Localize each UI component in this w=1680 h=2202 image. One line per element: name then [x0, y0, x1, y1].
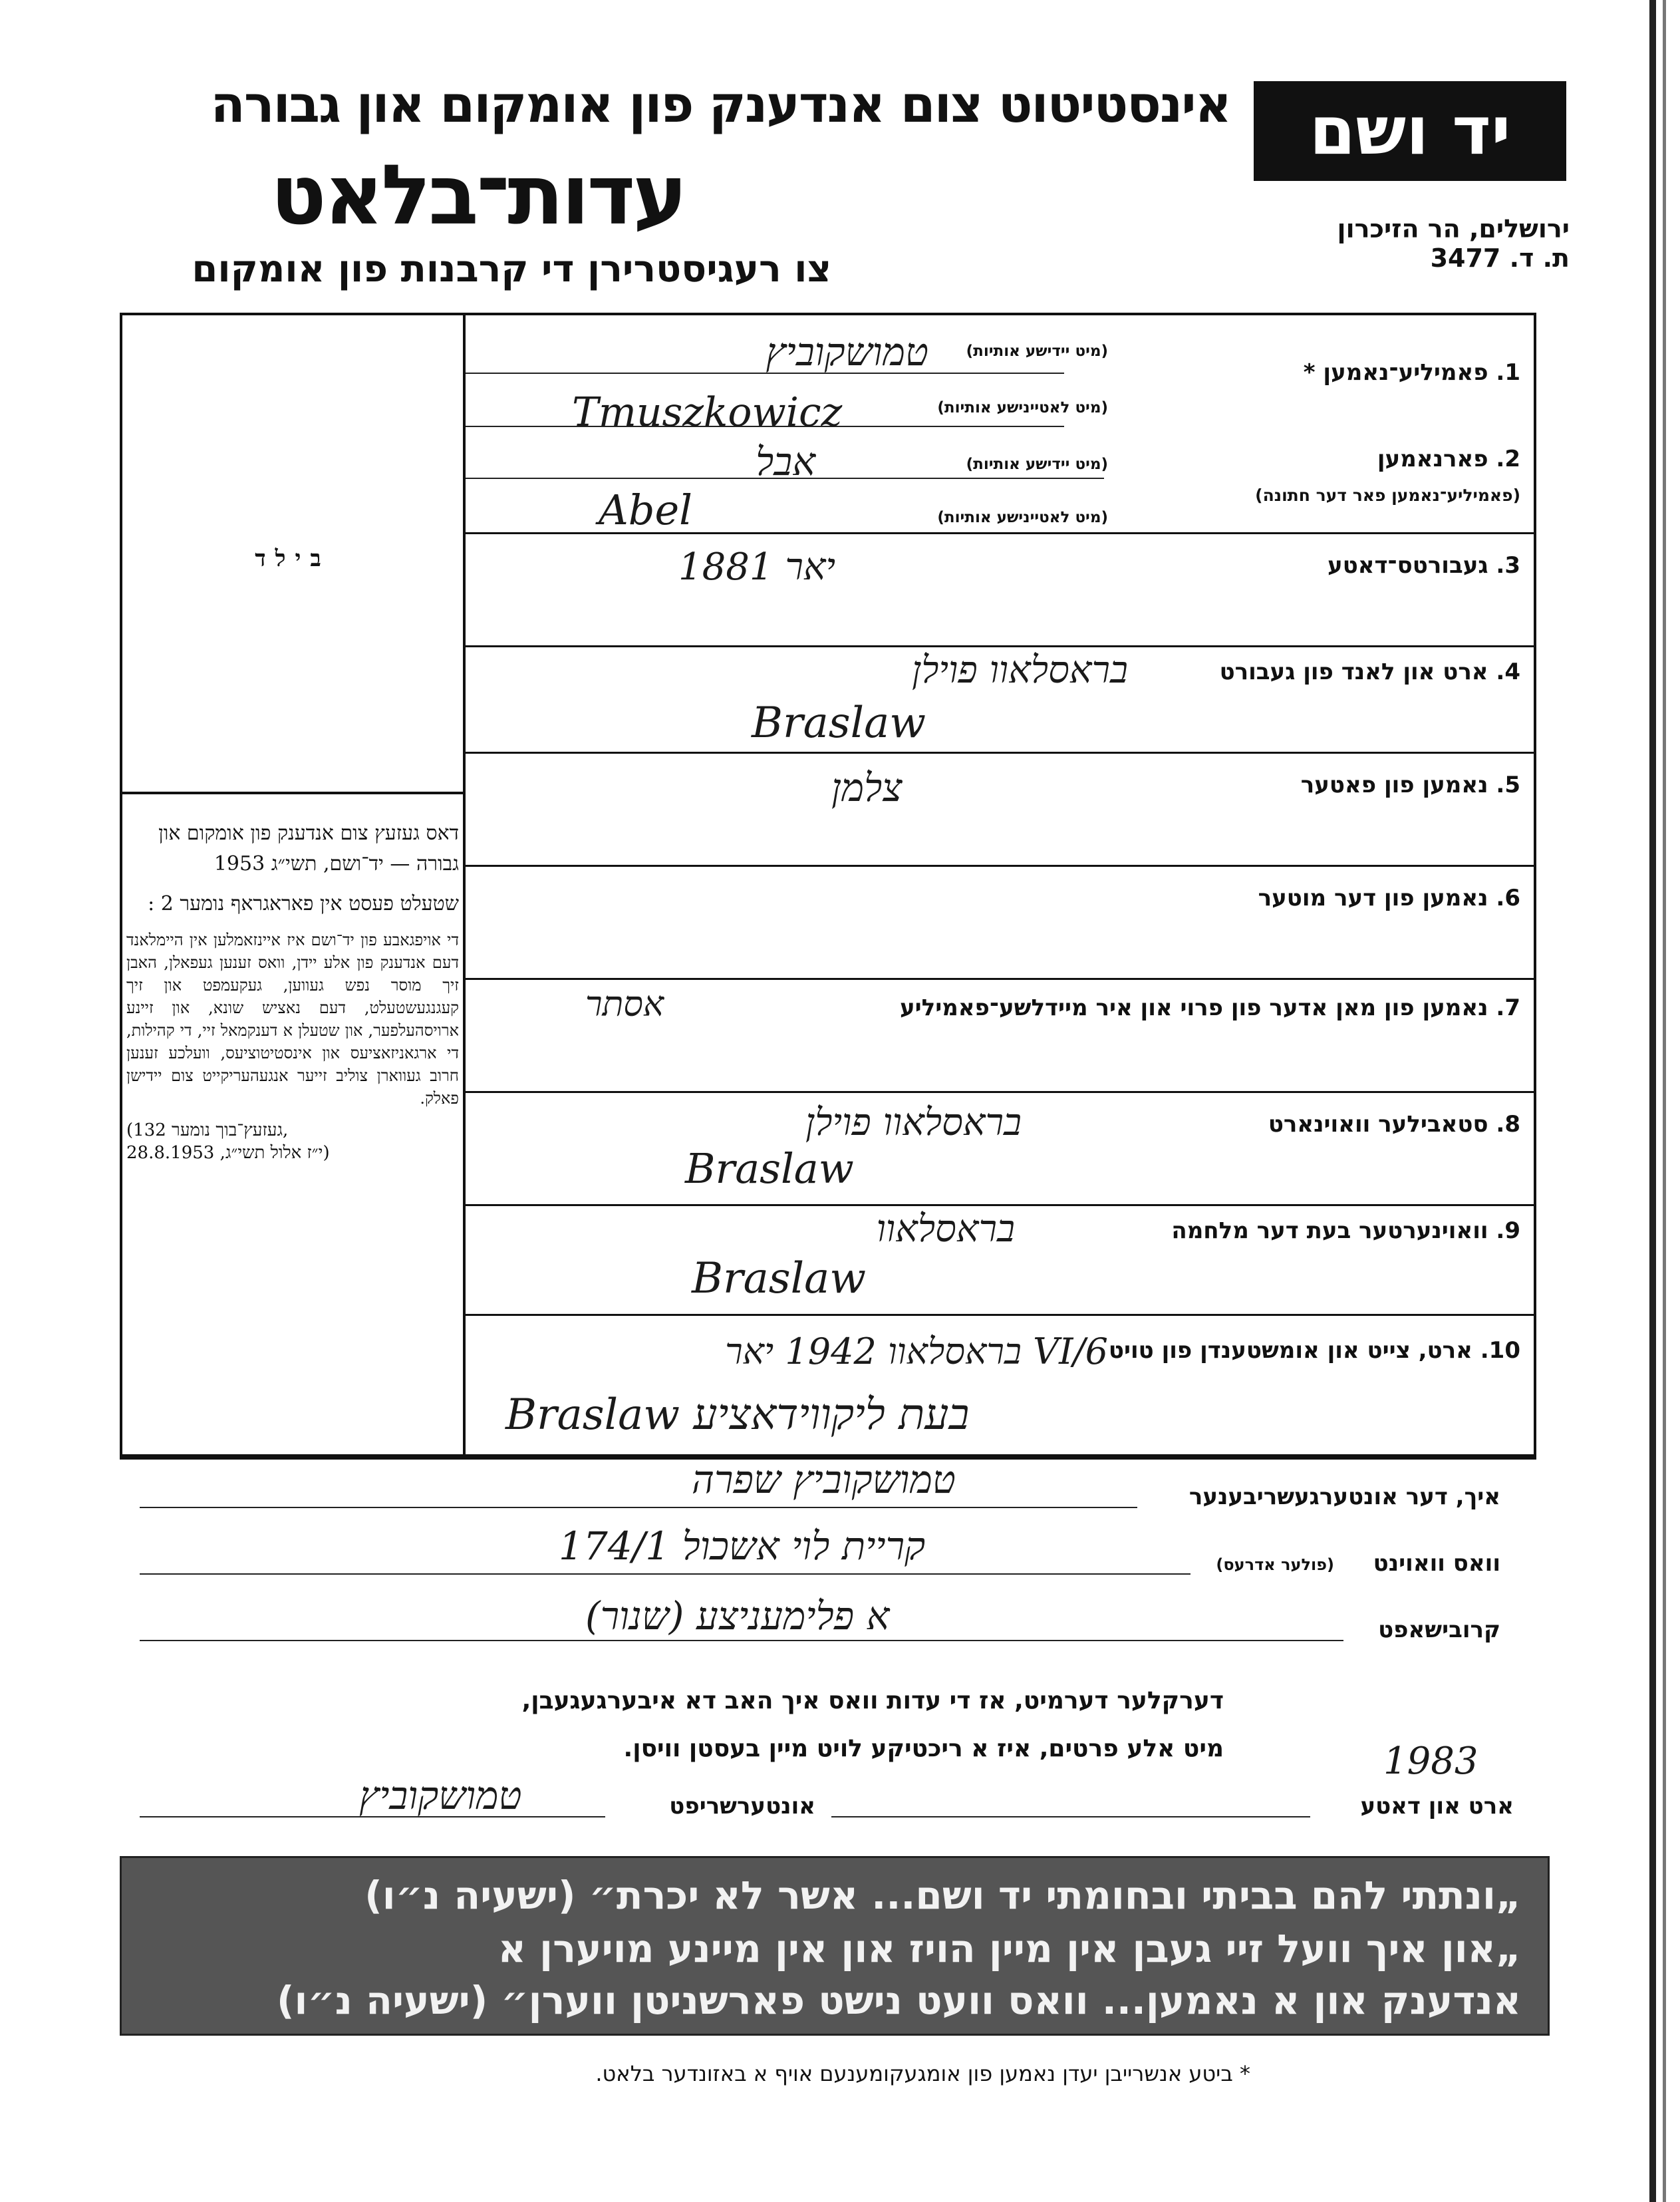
banner-line-3: אנדענק און א נאמען... וואס וועט נישט פארשניטן ווערן״ (ישעיה נ״ו): [277, 1978, 1521, 2023]
field-9-text: וואוינערטער בעת דער מלחמה: [1171, 1217, 1488, 1244]
field-2-hint-latin: (מיט לאטיינישע אותיות): [937, 509, 1108, 526]
field-5-label: [1301, 772, 1520, 798]
field-8-num: 8.: [1496, 1111, 1520, 1138]
row-divider: [466, 865, 1536, 867]
field-10-value-line-2[interactable]: Braslaw בעת ליקווידאציע: [505, 1390, 970, 1440]
field-6-text: נאמען פון דער מוטער: [1258, 885, 1488, 911]
undersigned-value[interactable]: טמושקוביץ שפרה: [692, 1457, 956, 1502]
field-3-num: 3.: [1496, 552, 1520, 579]
field-1-value-yiddish[interactable]: טמושקוביץ: [766, 329, 928, 375]
row-divider: [466, 1091, 1536, 1093]
field-1-label: [1304, 359, 1520, 386]
field-4-label: [1220, 659, 1520, 685]
field-6-num: 6.: [1496, 885, 1520, 911]
banner-line-1: „ונתתי להם בביתי ובחומתי יד ושם... אשר לא יכרת״ (ישעיה נ״ו): [364, 1873, 1521, 1918]
field-8-label: [1268, 1111, 1520, 1138]
institute-name: אינסטיטוט צום אנדענק פון אומקום און גבורה: [210, 75, 1230, 134]
field-6-label: [1258, 885, 1520, 911]
address-line: [140, 1573, 1190, 1575]
field-4-value-yiddish[interactable]: בראסלאוו פוילן: [911, 649, 1128, 692]
field-8-value-yiddish[interactable]: בראסלאוו פוילן: [805, 1101, 1022, 1144]
scan-edge-shadow: [1663, 0, 1666, 2202]
field-9-value-yiddish[interactable]: בראסלאוו: [876, 1207, 1015, 1251]
law-ref-1: (געזעץ־בוך נומער 132,: [126, 1120, 289, 1140]
field-2-num: 2.: [1496, 446, 1520, 472]
undersigned-line: [140, 1507, 1137, 1508]
field-1-line-1: [466, 373, 1064, 374]
scan-edge: [1649, 0, 1656, 2202]
row-divider: [466, 1314, 1536, 1316]
field-4-num: 4.: [1496, 659, 1520, 685]
law-box: [126, 818, 459, 1174]
field-4-value-latin[interactable]: Braslaw: [752, 699, 926, 748]
address-label: וואס וואוינט: [1373, 1550, 1500, 1577]
field-2-sublabel: (פאמיליע־נאמען פאר דער חתונה): [1255, 486, 1520, 505]
footer-note-text: ביטע אנשרייבן יעדן נאמען פון אומגעקומענעם אויף א באזונדער בלאט.: [595, 2061, 1233, 2086]
address-line-1: ירושלים, הר הזיכרון: [1337, 214, 1570, 243]
place-date-label: ארט און דאטע: [1360, 1793, 1514, 1819]
field-7-num: 7.: [1496, 995, 1520, 1021]
asterisk-icon: *: [1232, 2061, 1250, 2086]
place-date-value[interactable]: 1983: [1383, 1740, 1478, 1783]
field-1-num: 1.: [1496, 359, 1520, 386]
field-1-hint-latin: (מיט לאטיינישע אותיות): [937, 399, 1108, 416]
law-paragraph-ref: שטעלט פעסט אין פאראגראף נומער 2 :: [148, 892, 459, 915]
field-1-hint-yiddish: (מיט יידישע אותיות): [966, 343, 1108, 360]
field-8-value-latin[interactable]: Braslaw: [685, 1144, 854, 1193]
relation-value[interactable]: א פלימעניצע (שנור): [585, 1593, 890, 1639]
field-2-value-latin[interactable]: Abel: [599, 486, 692, 534]
relation-line: [140, 1640, 1343, 1641]
field-3-label: [1328, 552, 1520, 579]
field-5-num: 5.: [1496, 772, 1520, 798]
address-hint: (פולער אדרעס): [1216, 1555, 1334, 1574]
page-subtitle: צו רעגיסטרירן די קרבנות פון אומקום: [192, 247, 831, 291]
field-1-text: פאמיליע־נאמען *: [1303, 359, 1488, 386]
field-4-text: ארט און לאנד פון געבורט: [1219, 659, 1488, 685]
page-title: עדות־בלאט: [270, 148, 685, 243]
field-2-hint-yiddish: (מיט יידישע אותיות): [966, 456, 1108, 473]
row-divider: [466, 978, 1536, 980]
law-reference: [126, 1119, 459, 1164]
field-9-value-latin[interactable]: Braslaw: [692, 1254, 867, 1303]
field-10-num: 10.: [1480, 1337, 1520, 1364]
declaration-line-2: מיט אלע פרטים, איז א ריכטיקע לויט מיין בעסטן וויסן.: [623, 1735, 1224, 1762]
photo-label: בילד: [255, 546, 331, 572]
field-7-text: נאמען פון מאן אדער פון פרוי און איר מיידלשע־פאמיליע: [899, 995, 1488, 1021]
quote-banner: [120, 1856, 1550, 2036]
field-5-text: נאמען פון פאטער: [1300, 772, 1488, 798]
banner-line-2: „און איך וועל זיי געבן אין מיין הויז און אין מיינע מויערן א: [497, 1926, 1521, 1971]
field-9-num: 9.: [1496, 1217, 1520, 1244]
yad-vashem-logo: [1254, 81, 1566, 181]
field-7-value[interactable]: אסתר: [585, 985, 664, 1024]
field-3-text: געבורטס־דאטע: [1328, 552, 1488, 579]
field-3-value[interactable]: יאר 1881: [678, 546, 836, 589]
row-divider: [466, 752, 1536, 754]
field-10-value-line-1[interactable]: בראסלאוו 1942 יאר VI/6: [725, 1331, 1108, 1372]
field-2-value-yiddish[interactable]: אבל: [756, 439, 815, 484]
row-divider: [466, 645, 1536, 647]
row-divider: [466, 1204, 1536, 1206]
law-title: דאס געזעץ צום אנדענק פון אומקום און גבורה — יד־ושם, תשי״ג 1953: [158, 822, 459, 875]
signature-label: אונטערשריפט: [669, 1793, 815, 1819]
field-10-label: [1109, 1337, 1520, 1364]
undersigned-label: איך, דער אונטערגעשריבענער: [1189, 1484, 1500, 1510]
field-8-text: סטאבילער וואוינארט: [1268, 1111, 1488, 1138]
address-line-2: ת. ד. 3477: [1430, 243, 1570, 273]
field-9-label: [1171, 1217, 1520, 1244]
relation-label: קרובישאפט: [1378, 1617, 1500, 1643]
field-2-label: [1377, 446, 1520, 472]
logo-text: יד ושם: [1309, 92, 1511, 170]
field-10-text: ארט, צייט און אומשטענדן פון טויט: [1108, 1337, 1472, 1364]
signature-value[interactable]: טמושקוביץ: [359, 1773, 522, 1818]
place-date-line: [831, 1816, 1310, 1817]
field-5-value[interactable]: צלמן: [831, 765, 903, 810]
footer-note: [372, 2061, 1250, 2086]
declaration-line-1: דערקלער דערמיט, אז די עדות וואס איך האב דא איבערגעגעבן,: [521, 1687, 1224, 1714]
law-text: די אויפגאבע פון יד־ושם איז איינזאמלען אין היימלאנד דעם אנדענק פון אלע יידן, וואס זענען געפאלן, האבן זיך מוסר נפש געווען, געקעמפט און זיך קעגנגעשטעלט, דעם נאציש שונא, און זיינע ארויסהעלפער, און שטעלן א דענקמאל זיי, די קהילות, די ארגאניזאציעס און אינסטיטוציעס, וועלכע זענען חרוב געווארן צוליב זייער אנגעהעריקייט צום יידישן פאלק.: [126, 931, 459, 1108]
field-7-label: [900, 995, 1520, 1021]
law-ref-2: י״ז אלול תשי״ג, 28.8.1953): [126, 1143, 330, 1163]
address-value[interactable]: קריית לוי אשכול 174/1: [559, 1523, 926, 1569]
field-1-value-latin[interactable]: Tmuszkowicz: [572, 389, 843, 436]
field-2-text: פארנאמען: [1377, 446, 1488, 472]
